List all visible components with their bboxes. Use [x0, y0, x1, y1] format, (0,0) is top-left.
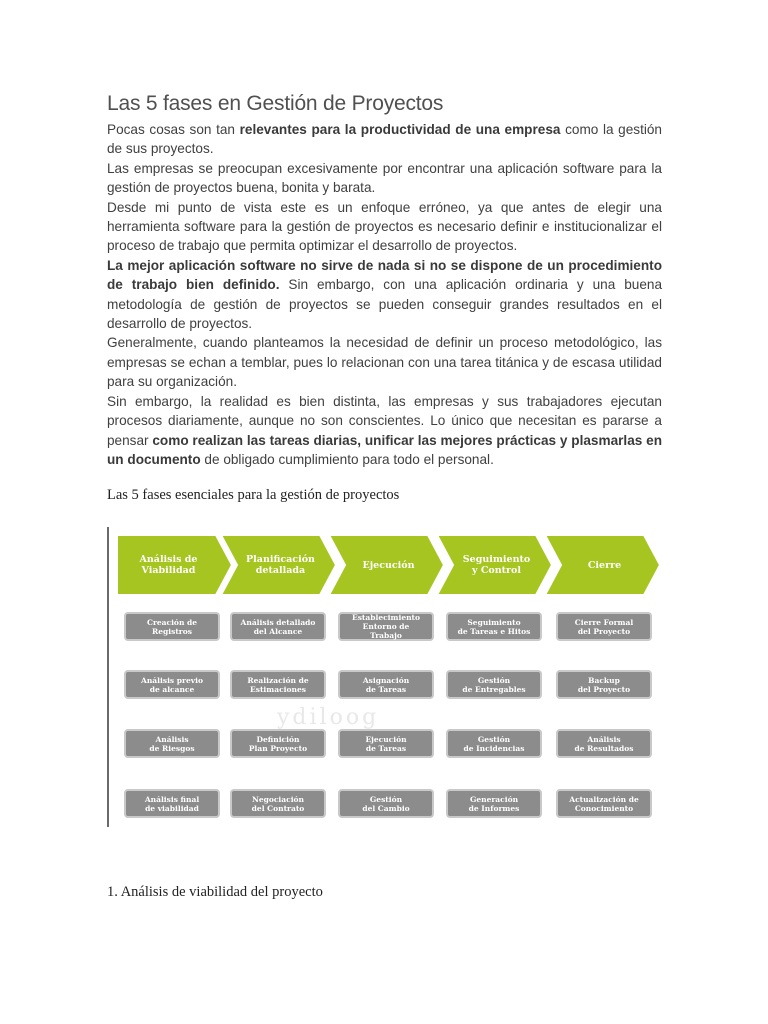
bold-run: La mejor aplicación software no sirve de nada si no se dispone de un procedimiento de trabajo bien definido. [107, 257, 662, 293]
task-label: Gestión de Entregables [462, 675, 526, 694]
paragraph [107, 159, 662, 198]
text-run: Generalmente, cuando planteamos la necesidad de definir un proceso metodológico, las empresas se echan a temblar, pues lo relacionan con una tarea titánica y de escasa utilidad para su organización. [107, 335, 662, 390]
task-label: Gestión del Cambio [362, 794, 410, 813]
task-label: Realización de Estimaciones [247, 675, 309, 694]
bold-run: relevantes para la productividad de una empresa [239, 122, 561, 137]
text-run: Las empresas se preocupan excesivamente por encontrar una aplicación software para la gestión de proyectos buena, bonita y barata. [107, 160, 662, 196]
text-run: de obligado cumplimiento para todo el personal. [200, 451, 494, 467]
text-run: Pocas cosas son tan [107, 122, 240, 137]
task-label: Análisis previo de alcance [141, 675, 203, 694]
page-title: Las 5 fases en Gestión de Proyectos [107, 92, 444, 115]
phase-label: Planificación detallada [246, 554, 315, 576]
phase-label: Cierre [587, 559, 622, 571]
section-heading-2: 1. Análisis de viabilidad del proyecto [107, 884, 323, 900]
task-label: Análisis de Resultados [574, 734, 634, 753]
paragraph [107, 120, 662, 159]
paragraph [107, 333, 662, 391]
phase-label: Ejecución [362, 559, 415, 571]
task-label: Análisis final de viabilidad [144, 794, 200, 813]
text-run: Sin embargo, la realidad es bien distinta, las empresas y sus trabajadores ejecutan procesos diariamente, aunque no son conscientes. Lo único que necesitan es pararse a pensar [107, 393, 662, 448]
text-run: como la gestión de sus proyectos. [107, 122, 662, 157]
paragraph [107, 256, 662, 334]
paragraph [107, 198, 662, 256]
task-label: Negociación del Contrato [251, 794, 305, 813]
diagram-watermark: ydiloog [277, 705, 380, 730]
section-heading: Las 5 fases esenciales para la gestión de proyectos [107, 487, 400, 503]
task-label: Cierre Formal del Proyecto [574, 617, 634, 636]
text-run: Sin embargo, con una aplicación ordinaria y una buena metodología de gestión de proyectos se pueden conseguir grandes resultados en el desarrollo de proyectos. [107, 277, 662, 332]
task-label: Análisis detallado del Alcance [240, 617, 316, 636]
task-label: Análisis de Riesgos [149, 734, 195, 753]
task-label: Gestión de Incidencias [463, 734, 525, 753]
task-label: Generación de Informes [468, 794, 520, 813]
phase-label: Análisis de Viabilidad [139, 554, 198, 576]
intro-text [107, 120, 662, 469]
task-label: Definición Plan Proyecto [248, 734, 308, 753]
task-label: Ejecución de Tareas [365, 734, 407, 753]
task-label: Seguimiento de Tareas e Hitos [457, 617, 531, 636]
task-label: Actualización de Conocimiento [569, 794, 639, 813]
task-label: Creación de Registros [146, 617, 198, 636]
phases-diagram [107, 527, 662, 827]
bold-run: como realizan las tareas diarias, unificar las mejores prácticas y plasmarlas en un documento [107, 432, 662, 467]
task-label: Asignación de Tareas [362, 675, 410, 694]
paragraph [107, 392, 662, 470]
phase-label: Seguimiento y Control [462, 554, 531, 576]
text-run: Desde mi punto de vista este es un enfoque erróneo, ya que antes de elegir una herramienta software para la gestión de proyectos es necesario definir e institucionalizar el proceso de trabajo que permita optimizar el desarrollo de proyectos. [107, 199, 662, 254]
task-label: Backup del Proyecto [577, 675, 631, 694]
task-label: Establecimiento Entorno de Trabajo [351, 613, 421, 640]
